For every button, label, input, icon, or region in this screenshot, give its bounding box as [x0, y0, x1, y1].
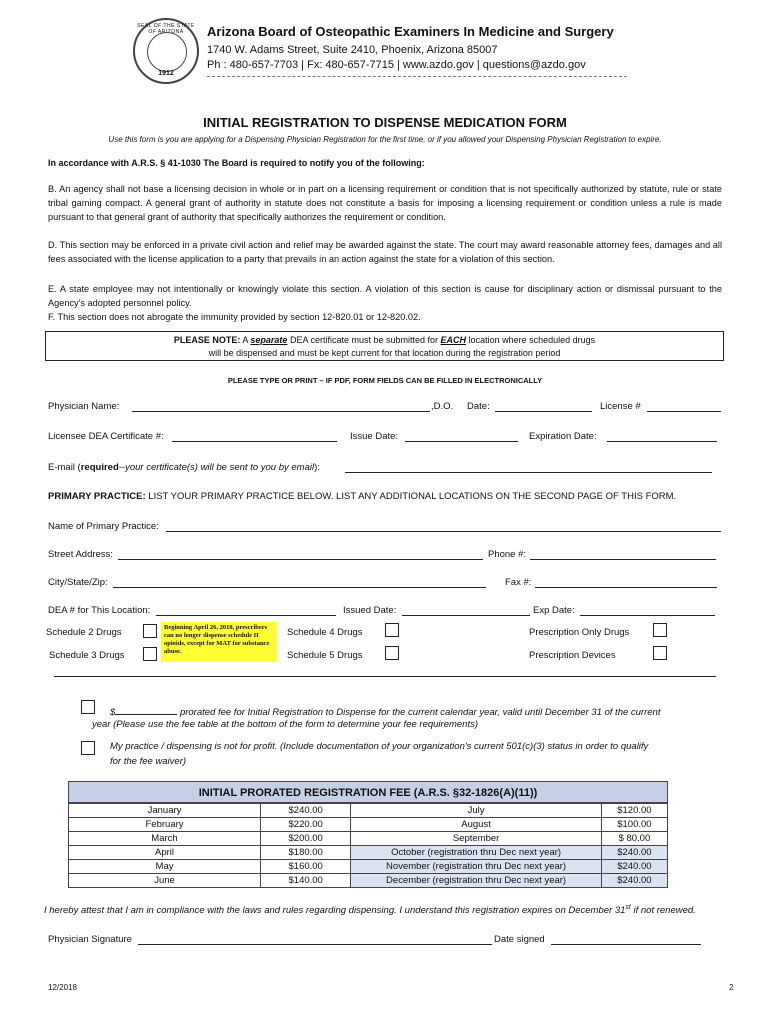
fee-amount-right: $240.00 [601, 874, 667, 888]
accordance-heading: In accordance with A.R.S. § 41-1030 The Board is required to notify you of the following: [48, 158, 425, 168]
fee-amount-right: $100.00 [601, 818, 667, 832]
issue-date-field[interactable] [405, 431, 518, 442]
expiration-field[interactable] [607, 431, 717, 442]
rx-only-label: Prescription Only Drugs [529, 627, 630, 638]
fee-month-left: February [69, 818, 261, 832]
dea-note-box [45, 331, 724, 361]
issued-date-label: Issued Date: [343, 605, 397, 616]
form-title: INITIAL REGISTRATION TO DISPENSE MEDICATION FORM [203, 115, 567, 130]
rx-only-checkbox[interactable] [653, 623, 667, 637]
dea-cert-field[interactable] [172, 431, 337, 442]
section-divider [54, 676, 716, 677]
paragraph-f: F. This section does not abrogate the immunity provided by section 12-820.01 or 12-820.02. [48, 312, 421, 322]
schedule-3-label: Schedule 3 Drugs [49, 650, 125, 661]
fax-label: Fax #: [505, 577, 532, 588]
fax-field[interactable] [535, 577, 717, 588]
note-line2: will be dispensed and must be kept current for that location during the registration period [208, 348, 561, 358]
fee-table-row [69, 832, 668, 846]
fee-table-row [69, 818, 668, 832]
fee-amount-right: $240.00 [601, 846, 667, 860]
schedule-2-label: Schedule 2 Drugs [46, 627, 122, 638]
signature-field[interactable] [138, 934, 492, 945]
rx-devices-label: Prescription Devices [529, 650, 616, 661]
page-number: 2 [729, 983, 734, 992]
prorated-fee-text2: year (Please use the fee table at the bottom of the form to determine your fee requirements) [92, 719, 479, 730]
note-each: EACH [440, 335, 467, 345]
primary-practice-heading [48, 491, 676, 502]
board-contact: Ph : 480-657-7703 | Fx: 480-657-7715 | www.azdo.gov | questions@azdo.gov [207, 59, 586, 71]
fee-month-right: November (registration thru Dec next year) [351, 860, 601, 874]
attestation [44, 904, 696, 916]
email-field[interactable] [345, 462, 712, 473]
paragraph-d: D. This section may be enforced in a private civil action and relief may be awarded against the state. The court may award reasonable attorney fees, damages and all fees associated with the license application to a party that prevails in an action against the state for a violation of this section. [48, 240, 722, 264]
note-separate: separate [250, 335, 288, 345]
seal-inner-ring [147, 32, 187, 72]
note-end: location where scheduled drugs [468, 335, 596, 345]
email-label-c: ): [314, 462, 320, 473]
board-title: Arizona Board of Osteopathic Examiners In Medicine and Surgery [207, 24, 614, 39]
street-field[interactable] [118, 549, 483, 560]
email-required: required [80, 462, 119, 473]
schedule-5-checkbox[interactable] [385, 646, 399, 660]
fee-month-right: December (registration thru Dec next year) [351, 874, 601, 888]
seal-ring-text: SEAL OF THE STATE OF ARIZONA [137, 23, 195, 35]
type-print-instruction: PLEASE TYPE OR PRINT – IF PDF, FORM FIELDS CAN BE FILLED IN ELECTRONICALLY [227, 376, 543, 385]
attestation-text-a: I hereby attest that I am in compliance with the laws and rules regarding dispensing. I understand this registration expires on December 31 [44, 905, 626, 917]
fee-table [68, 803, 668, 888]
dea-location-label: DEA # for This Location: [48, 605, 151, 616]
prorated-fee-line1 [110, 705, 660, 718]
fee-amount-right: $ 80.00 [601, 832, 667, 846]
paragraph-b: B. An agency shall not base a licensing decision in whole or in part on a licensing requirement or condition that is not specifically authorized by statute, rule or state tribal gaming compact. A general grant of authority in statute does not constitute a basis for imposing a licensing requirement or condition unless a rule is made pursuant to that general grant of authority that specifically authorizes the requirement or condition. [48, 184, 722, 222]
practice-name-field[interactable] [166, 521, 721, 532]
footer-date: 12/2018 [48, 983, 77, 992]
fee-amount-left: $160.00 [261, 860, 351, 874]
board-address: 1740 W. Adams Street, Suite 2410, Phoenix, Arizona 85007 [207, 44, 498, 56]
license-label: License # [600, 401, 641, 412]
schedule-4-checkbox[interactable] [385, 623, 399, 637]
fee-amount-left: $140.00 [261, 874, 351, 888]
physician-name-label: Physician Name: [48, 401, 120, 412]
fee-table-title: INITIAL PRORATED REGISTRATION FEE (A.R.S. §32-1826(A)(11)) [68, 781, 668, 803]
signature-label: Physician Signature [48, 934, 132, 945]
fee-month-right: August [351, 818, 601, 832]
issue-date-label: Issue Date: [350, 431, 399, 442]
license-field[interactable] [647, 401, 721, 412]
note-a: A [242, 335, 248, 345]
attestation-text-b: if not renewed. [633, 905, 696, 917]
primary-practice-text: LIST YOUR PRIMARY PRACTICE BELOW. LIST ANY ADDITIONAL LOCATIONS ON THE SECOND PAGE OF THIS FORM. [148, 491, 677, 502]
fee-table-row [69, 874, 668, 888]
paragraph-e: E. A state employee may not intentionally or knowingly violate this section. A violation of this section is cause for disciplinary action or dismissal pursuant to the Agency's adopted personnel policy. [48, 284, 722, 308]
fee-amount-right: $120.00 [601, 804, 667, 818]
fee-table-row [69, 804, 668, 818]
rx-devices-checkbox[interactable] [653, 646, 667, 660]
nonprofit-text2: for the fee waiver) [110, 756, 187, 767]
seal-year: 1912 [158, 70, 174, 77]
email-label-b: --your certificate(s) will be sent to you by email [118, 462, 315, 473]
fee-month-left: May [69, 860, 261, 874]
street-label: Street Address: [48, 549, 113, 560]
phone-label: Phone #: [488, 549, 527, 560]
prorated-fee-amount-field[interactable] [115, 705, 177, 715]
city-field[interactable] [113, 577, 486, 588]
do-label: ,D.O. [431, 401, 454, 412]
fee-month-left: January [69, 804, 261, 818]
fee-amount-right: $240.00 [601, 860, 667, 874]
fee-month-right: July [351, 804, 601, 818]
email-label [48, 462, 320, 473]
dea-location-field[interactable] [156, 605, 336, 616]
state-seal-logo [133, 18, 199, 84]
nonprofit-text1: My practice / dispensing is not for profit. (Include documentation of your organization's current 501(c)(3) status in order to qualify [110, 741, 649, 752]
note-mid: DEA certificate must be submitted for [289, 335, 439, 345]
physician-name-field[interactable] [132, 401, 430, 412]
form-subtitle: Use this form is you are applying for a Dispensing Physician Registration for the first time, or if you allowed your Dispensing Physician Registration to expire. [108, 135, 662, 144]
attestation-sup: st [625, 904, 631, 911]
phone-field[interactable] [530, 549, 716, 560]
date-field[interactable] [495, 401, 592, 412]
schedule-5-label: Schedule 5 Drugs [287, 650, 363, 661]
header-divider [207, 76, 627, 77]
note-label: PLEASE NOTE: [173, 335, 241, 345]
schedule-2-checkbox[interactable] [143, 624, 157, 638]
city-label: City/State/Zip: [48, 577, 108, 588]
fee-month-left: June [69, 874, 261, 888]
fee-table-row [69, 860, 668, 874]
opioid-notice: Beginning April 26, 2018, prescribers can no longer dispense schedule II opioids, except for MAT for substance abuse. [161, 622, 277, 662]
nonprofit-checkbox[interactable] [81, 741, 95, 755]
fee-table-row [69, 846, 668, 860]
fee-amount-left: $200.00 [261, 832, 351, 846]
dea-cert-label: Licensee DEA Certificate #: [48, 431, 164, 442]
fee-amount-left: $240.00 [261, 804, 351, 818]
exp-date-field[interactable] [580, 605, 715, 616]
email-label-a: E-mail ( [48, 462, 81, 473]
primary-practice-label: PRIMARY PRACTICE: [48, 491, 146, 502]
schedule-3-checkbox[interactable] [143, 647, 157, 661]
prorated-fee-text1: prorated fee for Initial Registration to Dispense for the current calendar year, valid until December 31 of the current [179, 707, 661, 718]
fee-month-left: March [69, 832, 261, 846]
expiration-label: Expiration Date: [529, 431, 597, 442]
issued-date-field[interactable] [402, 605, 530, 616]
exp-date-label: Exp Date: [533, 605, 575, 616]
fee-month-left: April [69, 846, 261, 860]
practice-name-label: Name of Primary Practice: [48, 521, 159, 532]
dollar-sign: $ [110, 707, 116, 718]
prorated-fee-checkbox[interactable] [81, 700, 95, 714]
fee-amount-left: $220.00 [261, 818, 351, 832]
schedule-4-label: Schedule 4 Drugs [287, 627, 363, 638]
date-signed-label: Date signed [494, 934, 545, 945]
fee-month-right: September [351, 832, 601, 846]
date-label: Date: [467, 401, 490, 412]
date-signed-field[interactable] [551, 934, 701, 945]
fee-month-right: October (registration thru Dec next year) [351, 846, 601, 860]
fee-amount-left: $180.00 [261, 846, 351, 860]
